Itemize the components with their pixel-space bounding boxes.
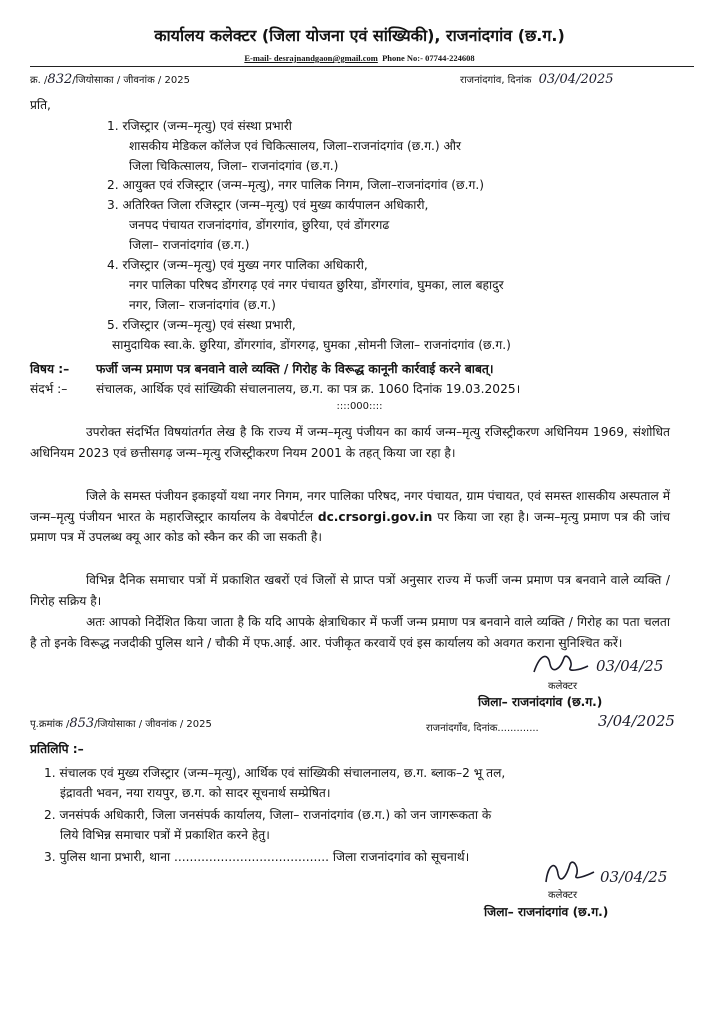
letter-number-prefix: क्र. / (30, 75, 48, 86)
signature-2-date: 03/04/25 (600, 868, 668, 886)
subject-label: विषय :– (30, 362, 70, 376)
recipient-2-line-1: 2. आयुक्त एवं रजिस्ट्रार (जन्म–मृत्यु), नगर पालिक निगम, जिला–राजनांदगांव (छ.ग.) (107, 178, 484, 192)
recipient-5-line-2: सामुदायिक स्वा.के. छुरिया, डोंगरगांव, डोंगरगढ़, घुमका ,सोमनी जिला– राजनांदगांव (छ.ग.) (112, 338, 511, 352)
email-text: E-mail- desrajnandgaon@gmail.com (244, 53, 378, 63)
copy-item-1-line-1: 1. संचालक एवं मुख्य रजिस्ट्रार (जन्म–मृत्यु), आर्थिक एवं सांख्यिकी संचालनालय, छ.ग. ब्लाक–2 भू तल, (44, 766, 506, 780)
recipient-3-line-1: 3. अतिरिक्त जिला रजिस्ट्रार (जन्म–मृत्यु) एवं मुख्य कार्यपालन अधिकारी, (107, 198, 429, 212)
recipient-1-line-2: शासकीय मेडिकल कॉलेज एवं चिकित्सालय, जिला–राजनांदगांव (छ.ग.) और (129, 139, 462, 153)
paragraph-1: उपरोक्त संदर्भित विषयांतर्गत लेख है कि राज्य में जन्म–मृत्यु पंजीयन का कार्य जन्म–मृत्यु रजिस्ट्रीकरण अधिनियम 1969, संशोधित अधिनियम 2023 एवं छत्तीसगढ़ जन्म–मृत्यु रजिस्ट्रीकरण नियम 2001 के तहत् किया जा रहा है। (30, 425, 670, 460)
prati-label: प्रति, (30, 98, 51, 112)
endorsement-number-prefix: पृ.क्रमांक / (30, 719, 70, 730)
recipient-1-line-1: 1. रजिस्ट्रार (जन्म–मृत्यु) एवं संस्था प्रभारी (107, 119, 292, 133)
endorsement-date-label: राजनांदगाँव, दिनांक............. (426, 723, 539, 734)
endorsement-number-suffix: /जियोसाका / जीवनांक / 2025 (94, 719, 212, 730)
recipient-5-line-1: 5. रजिस्ट्रार (जन्म–मृत्यु) एवं संस्था प्रभारी, (107, 318, 296, 332)
web-portal-text: dc.crsorgi.gov.in (317, 509, 433, 524)
signature-1-district: जिला– राजनांदगांव (छ.ग.) (478, 695, 603, 709)
copy-item-1-line-2: इंद्रावती भवन, नया रायपुर, छ.ग. को सादर सूचनार्थ सम्प्रेषित। (60, 786, 331, 800)
contact-line (0, 53, 719, 63)
office-title: कार्यालय कलेक्टर (जिला योजना एवं सांख्यिकी), राजनांदगांव (छ.ग.) (154, 26, 565, 45)
recipient-3-line-2: जनपद पंचायत राजनांदगांव, डोंगरगांव, छुरिया, एवं डोंगरगढ (129, 218, 390, 232)
paragraph-2 (30, 486, 670, 548)
reference-text: संचालक, आर्थिक एवं सांख्यिकी संचालनालय, छ.ग. का पत्र क्र. 1060 दिनांक 19.03.2025। (96, 382, 521, 396)
recipient-4-line-2: नगर पालिका परिषद डोंगरगढ़ एवं नगर पंचायत छुरिया, डोंगरगांव, घुमका, लाल बहादुर (129, 278, 504, 292)
copy-item-2-line-2: लिये विभिन्न समाचार पत्रों में प्रकाशित करने हेतु। (60, 828, 270, 842)
copy-heading: प्रतिलिपि :– (30, 742, 84, 756)
signature-2-district: जिला– राजनांदगांव (छ.ग.) (484, 905, 609, 919)
copy-item-2-line-1: 2. जनसंपर्क अधिकारी, जिला जनसंपर्क कार्यालय, जिला– राजनांदगांव (छ.ग.) को जन जागरूकता के (44, 808, 492, 822)
endorsement-date (426, 720, 539, 734)
paragraph-4: अतः आपको निर्देशित किया जाता है कि यदि आपके क्षेत्राधिकार में फर्जी जन्म प्रमाण पत्र बनवाने वाले व्यक्ति / गिरोह का पता चलता है तो इनके विरूद्ध नजदीकी पुलिस थाने / चौकी में एफ.आई. आर. पंजीकृत करवायें एवं इस कार्यालय को अवगत कराना सुनिश्चित करें। (30, 615, 670, 650)
subject-text: फर्जी जन्म प्रमाण पत्र बनवाने वाले व्यक्ति / गिरोह के विरूद्ध कानूनी कार्रवाई करने बाबत्। (96, 362, 494, 376)
recipient-1-line-3: जिला चिकित्सालय, जिला– राजनांदगांव (छ.ग.) (129, 159, 339, 173)
recipient-3-line-3: जिला– राजनांदगांव (छ.ग.) (129, 238, 250, 252)
letter-number-suffix: /जियोसाका / जीवनांक / 2025 (72, 75, 190, 86)
endorsement-number (30, 716, 212, 731)
copy-item-3-line-1: 3. पुलिस थाना प्रभारी, थाना ........................................ जिला राजनांदगांव को सूचनार्थ। (44, 850, 470, 864)
endorsement-number-handwritten: 853 (69, 716, 95, 731)
endorsement-date-handwritten: 3/04/2025 (598, 712, 675, 730)
phone-text: Phone No:- 07744-224608 (382, 53, 475, 63)
paragraph-2-part-2: पर किया जा रहा है। जन्म–मृत्यु प्रमाण पत्र की जांच प्रमाण पत्र में उपलब्ध क्यू आर कोड को स्कैन कर की जा सकती है। (30, 509, 671, 544)
letter-date (460, 72, 614, 87)
letter-number-handwritten: 832 (47, 72, 73, 87)
header-rule (30, 66, 694, 67)
signature-2-designation: कलेक्टर (548, 890, 578, 901)
paragraph-3: विभिन्न दैनिक समाचार पत्रों में प्रकाशित खबरों एवं जिलों से प्राप्त पत्रों अनुसार राज्य में फर्जी जन्म प्रमाण पत्र बनवाने वाले व्यक्ति / गिरोह सक्रिय है। (30, 573, 670, 608)
reference-label: संदर्भ :– (30, 382, 68, 396)
letter-number (30, 72, 190, 87)
signature-1-designation: कलेक्टर (548, 681, 578, 692)
recipient-4-line-1: 4. रजिस्ट्रार (जन्म–मृत्यु) एवं मुख्य नगर पालिका अधिकारी, (107, 258, 368, 272)
paragraph-2-part-1: जिले के समस्त पंजीयन इकाइयों यथा नगर निगम, नगर पालिका परिषद, नगर पंचायत, ग्राम पंचायत, एवं समस्त शासकीय अस्पताल में जन्म–मृत्यु पंजीयन भारत के महारजिस्ट्रार कार्यालय के वेबपोर्टल (30, 489, 670, 524)
separator: ::::000:::: (336, 401, 383, 412)
letter-date-handwritten: 03/04/2025 (538, 72, 614, 87)
letter-date-label: राजनांदगांव, दिनांक (460, 75, 532, 86)
signature-1-date: 03/04/25 (596, 657, 664, 675)
recipient-4-line-3: नगर, जिला– राजनांदगांव (छ.ग.) (129, 298, 276, 312)
